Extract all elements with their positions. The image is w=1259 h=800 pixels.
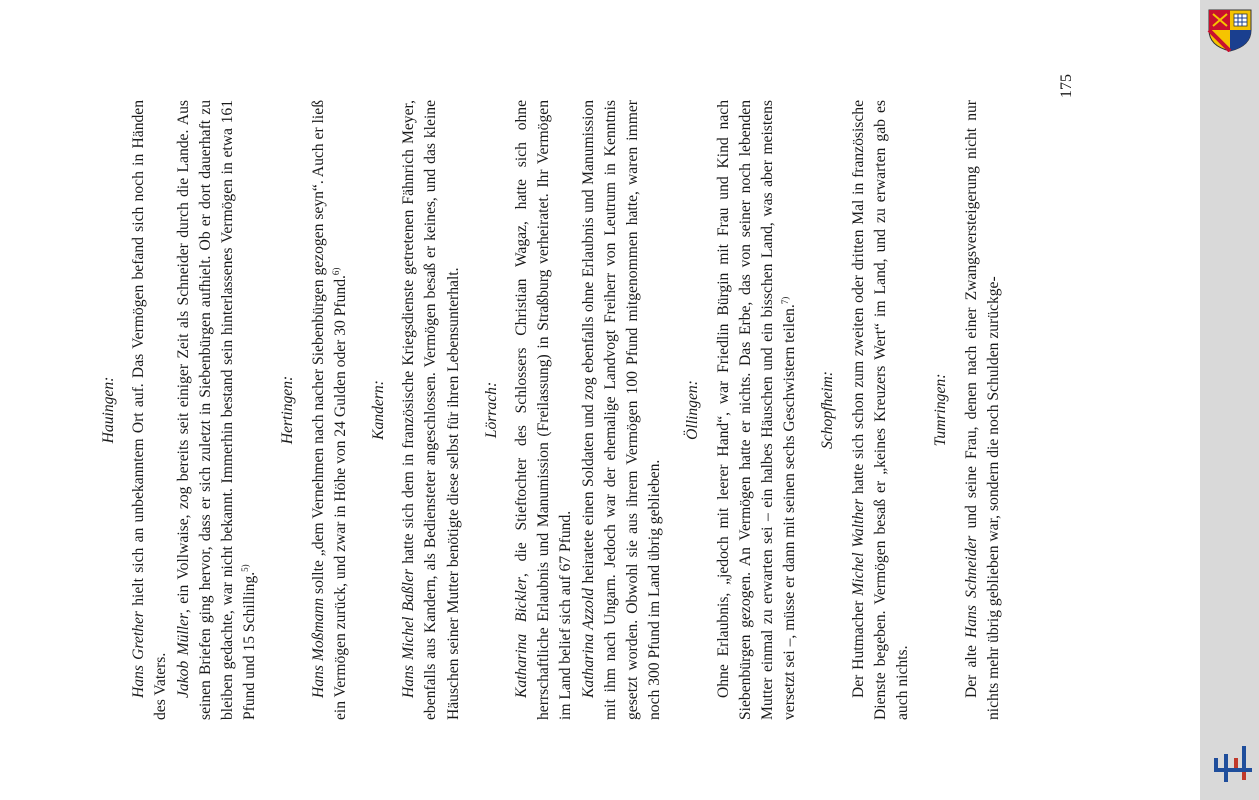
person-name: Jakob Müller [174,612,192,698]
paragraph [398,100,465,720]
section-heading: Hertingen: [279,375,297,445]
section-heading: Lörrach: [482,381,500,439]
paragraph-text: hatte sich schon zum zweiten oder dritten Mal in französische Dienste begeben. Vermögen besaß er „keines Kreuzers Wert“ im Land, und zu erwarten gab es auch nichts. [849,99,912,720]
paragraph-text: Der alte [962,637,980,698]
university-library-logo-icon[interactable] [1212,744,1254,784]
coat-of-arms-icon [1207,8,1253,52]
section-heading: Kandern: [370,380,388,440]
section-heading: Hauingen: [100,376,117,444]
section-heading: Schopfheim: [819,371,837,449]
paragraph-text: , die Stieftochter des Schlossers Christian Wagaz, hatte sich ohne herrschaftliche Erlaubnis und Manumission (Freilassung) in Straßburg verheiratet. Ihr Vermögen im Land belief sich auf 67 Pfund. [513,99,575,720]
paragraph [511,100,578,720]
person-name: Hans Michel Baßler [400,568,418,698]
viewer-sidebar [1200,0,1259,800]
section-heading: Öllingen: [684,380,702,440]
paragraph-text: sollte „dem Vernehmen nach nacher Siebenbürgen gezogen seyn“. Auch er ließ ein Vermögen zurück, und zwar in Höhe von 24 Gulden oder 30 Pfund. [309,100,349,720]
person-name: Hans Moßmann [309,597,327,698]
paragraph [308,100,352,720]
paragraph [128,100,172,720]
paragraph-text: heiratete einen Soldaten und zog ebenfalls ohne Erlaubnis und Manumission mit ihm nach Ungarn. Jedoch war der ehemalige Landvogt Freiherr von Leutrum in Kenntnis gesetzt worden. Obwohl sie aus ihrem Vermögen 100 Pfund mitgenommen hatte, waren immer noch 300 Pfund im Land übrig geblieben. [579,99,664,720]
footnote-reference: 7) [780,296,791,305]
person-name: Katharina Bickler [513,577,531,698]
paragraph-text: Ohne Erlaubnis, „jedoch mit leerer Hand“, war Friedlin Bürgin mit Frau und Kind nach Siebenbürgen gezogen. An Vermögen hatte er nichts. Das Erbe, das von seiner noch lebenden Mutter einmal zu erwarten sei – ein halbes Häuschen und ein bisschen Land, was aber meistens versetzt sei –, müsse er dann mit seinen sechs Geschwistern teilen. [714,100,799,720]
section-heading: Tumringen: [932,373,950,447]
paragraph [848,100,915,720]
page-number: 175 [1058,74,1075,98]
paragraph [961,100,1005,720]
person-name: Michel Walther [849,498,867,596]
paragraph-text: Der Hutmacher [849,595,867,698]
paragraph [578,100,667,720]
paragraph-text: hielt sich an unbekanntem Ort auf. Das Vermögen befand sich noch in Händen des Vaters. [130,100,170,720]
paragraph-text: , ein Vollwaise, zog bereits seit einiger Zeit als Schneider durch die Lande. Aus seinen Briefen ging hervor, dass er sich zuletzt in Siebenbürgen aufhielt. Ob er dort dauerhaft zu bleiben gedachte, war nicht bekannt. Immerhin bestand sein hinterlassenes Vermögen in etwa 161 Pfund und 15 Schilling. [174,100,259,720]
person-name: Katharina Azzold [579,588,597,698]
paragraph [173,100,262,720]
footnote-reference: 6) [330,267,341,276]
paragraph-text: hatte sich dem in französische Kriegsdienste getretenen Fähnrich Meyer, ebenfalls aus Kandern, als Bediensteter angeschlossen. Vermögen besaß er keines, und das kleine Häuschen seiner Mutter benötigte diese selbst für ihren Lebensunterhalt. [400,100,462,720]
paragraph [713,100,802,720]
person-name: Hans Grether [130,611,148,698]
person-name: Hans Schneider [962,535,980,638]
footnote-reference: 5) [240,564,251,572]
paragraph-text: und seine Frau, denen nach einer Zwangsversteigerung nicht nur nichts mehr übrig geblieben war, sondern die noch Schulden zurückge- [962,100,1002,720]
main-text-column [98,100,1005,720]
